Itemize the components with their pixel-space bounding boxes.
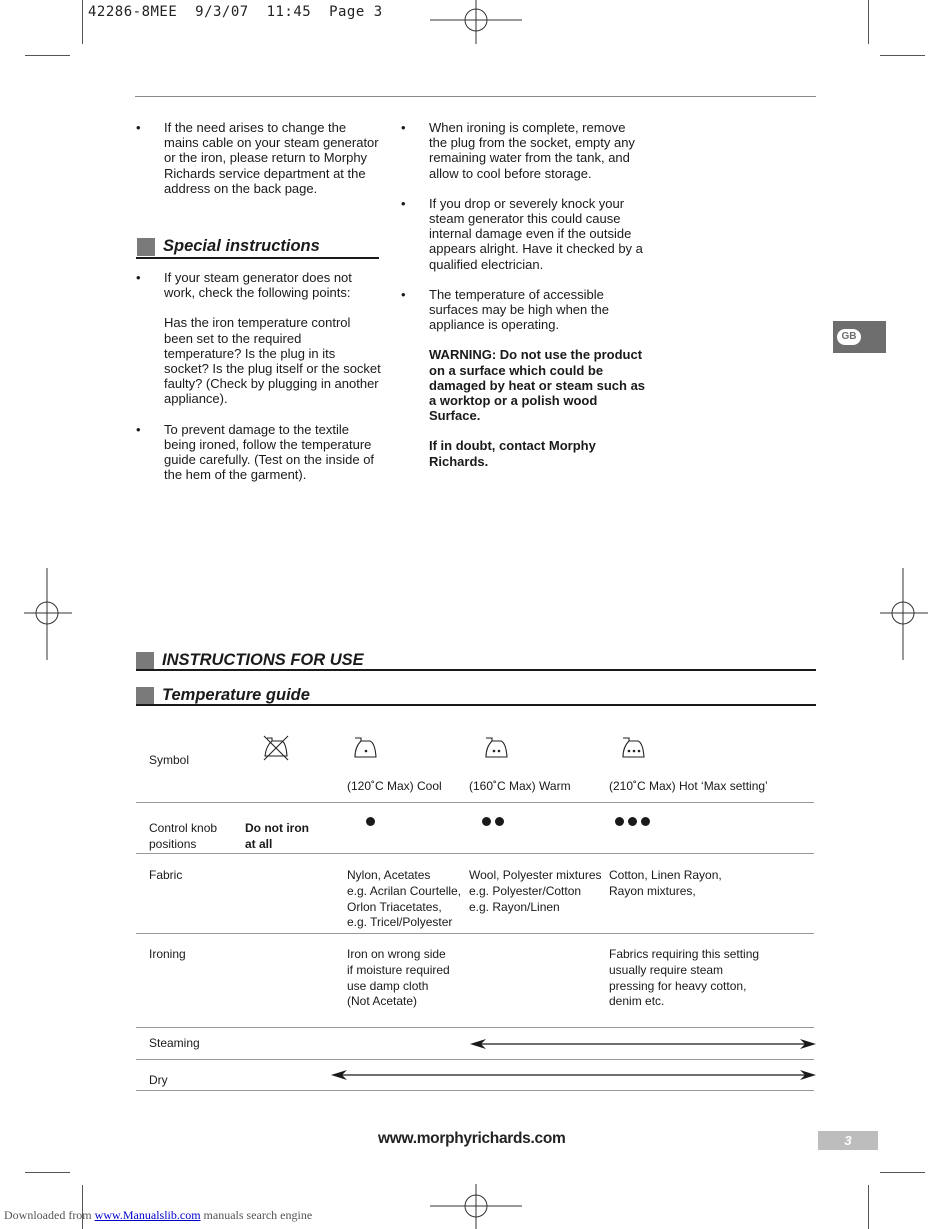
temperature-guide-rule — [136, 704, 816, 706]
cell-line: if moisture required — [347, 962, 450, 977]
iron-three-dots-icon — [621, 735, 647, 761]
do-not-iron-label — [245, 821, 309, 853]
cell-line: Rayon mixtures, — [609, 883, 696, 898]
downloaded-from-line — [4, 1208, 312, 1223]
row-divider — [136, 853, 814, 854]
knob-dot — [615, 817, 624, 826]
row-label-ironing: Ironing — [149, 947, 186, 961]
bullet-text: The temperature of accessible surfaces may be high when the appliance is operating. — [429, 286, 609, 333]
bullet-drop — [401, 196, 647, 272]
fabric-hot — [609, 868, 722, 900]
row-divider — [136, 1059, 814, 1060]
heading-square — [137, 238, 155, 256]
row-divider — [136, 802, 814, 803]
knob-dots-cool — [366, 817, 375, 826]
row-label-line: Control knob — [149, 821, 218, 835]
heading-text: INSTRUCTIONS FOR USE — [162, 651, 364, 669]
bullet-text: Has the iron temperature control been set to the required temperature? Is the plug in its socket? Is the plug itself or the socket faulty? (Check by plugging in another appliance). — [164, 315, 381, 407]
row-divider — [136, 1027, 814, 1028]
bullet-text: If your steam generator does not work, check the following points: — [164, 270, 352, 301]
warning-text: WARNING: Do not use the product on a surface which could be damaged by heat or steam such as a worktop or a polish wood Surface. — [429, 347, 646, 424]
heading-text: Temperature guide — [162, 686, 310, 704]
row-label-line: positions — [149, 836, 197, 851]
knob-dot — [482, 817, 491, 826]
cell-line: (Not Acetate) — [347, 994, 418, 1009]
cell-line: e.g. Tricel/Polyester — [347, 915, 453, 930]
bullet-cable — [136, 120, 382, 196]
instructions-for-use-heading — [136, 651, 364, 670]
instructions-rule — [136, 669, 816, 671]
bullet-mark: • — [136, 120, 141, 135]
doubt-text: If in doubt, contact Morphy Richards. — [429, 438, 596, 469]
cell-line: e.g. Polyester/Cotton — [469, 883, 582, 898]
temp-cool-label: (120˚C Max) Cool — [347, 779, 442, 793]
row-divider — [136, 1090, 814, 1091]
bullet-ironing-complete — [401, 120, 647, 181]
steaming-range-arrow — [470, 1037, 816, 1051]
cell-line: pressing for heavy cotton, — [609, 978, 747, 993]
knob-dot — [495, 817, 504, 826]
temperature-guide-heading — [136, 686, 310, 705]
temp-hot-label: (210˚C Max) Hot ‘Max setting’ — [609, 779, 768, 793]
knob-dots-hot — [615, 817, 650, 826]
no-iron-icon — [262, 734, 290, 762]
registration-mark-top — [430, 0, 522, 45]
row-label-fabric: Fabric — [149, 868, 183, 882]
knob-dots-warm — [482, 817, 504, 826]
language-tab-gb — [833, 321, 886, 353]
heading-square — [136, 652, 154, 670]
registration-mark-right — [880, 568, 928, 660]
bullet-text: To prevent damage to the textile being ironed, follow the temperature guide carefully. (Test on the inside of the hem of the garment). — [164, 421, 375, 483]
bullet-mark: • — [136, 421, 141, 437]
cell-line: Orlon Triacetates, — [347, 899, 442, 914]
row-divider — [136, 933, 814, 934]
cell-line: Cotton, Linen Rayon, — [609, 868, 722, 882]
cell-line: e.g. Rayon/Linen — [469, 899, 560, 914]
page-number: 3 — [818, 1131, 878, 1150]
heading-square — [136, 687, 154, 705]
cell-line: Iron on wrong side — [347, 947, 446, 961]
left-column-lower — [136, 270, 382, 482]
bullet-temperature-guide — [136, 422, 382, 483]
registration-mark-left — [24, 568, 72, 660]
registration-mark-bottom — [430, 1184, 522, 1229]
fabric-cool — [347, 868, 461, 931]
bullet-surface-temperature — [401, 287, 647, 469]
row-label-symbol: Symbol — [149, 753, 190, 767]
cell-line: Nylon, Acetates — [347, 868, 431, 882]
cell-line: denim etc. — [609, 994, 665, 1009]
right-column — [401, 120, 647, 469]
heading-text: Special instructions — [163, 237, 320, 255]
manualslib-link[interactable]: www.Manualslib.com — [94, 1208, 201, 1222]
cell-line: use damp cloth — [347, 978, 429, 993]
top-rule — [135, 96, 816, 97]
bullet-mark: • — [401, 286, 406, 302]
row-label-steaming: Steaming — [149, 1036, 200, 1050]
do-not-iron-line: Do not iron — [245, 821, 309, 835]
print-header: 42286-8MEE 9/3/07 11:45 Page 3 — [88, 4, 383, 20]
bullet-text: When ironing is complete, remove the plug from the socket, empty any remaining water from the tank, and allow to cool before storage. — [429, 120, 635, 181]
ironing-hot — [609, 947, 759, 1010]
bullet-mark: • — [401, 195, 406, 211]
row-label-control-knob — [149, 821, 217, 853]
cell-line: usually require steam — [609, 962, 724, 977]
bullet-mark: • — [401, 120, 406, 135]
bullet-not-working — [136, 270, 382, 407]
cell-line: e.g. Acrilan Courtelle, — [347, 883, 462, 898]
left-column — [136, 120, 382, 196]
special-instructions-rule — [136, 257, 379, 259]
row-label-dry: Dry — [149, 1073, 168, 1087]
downloaded-suffix: manuals search engine — [200, 1208, 313, 1222]
ironing-cool — [347, 947, 450, 1010]
fabric-warm — [469, 868, 602, 915]
cell-line: Wool, Polyester mixtures — [469, 868, 602, 882]
knob-dot — [628, 817, 637, 826]
knob-dot — [366, 817, 375, 826]
bullet-mark: • — [136, 270, 141, 285]
bullet-text: If you drop or severely knock your steam generator this could cause internal damage even if the outside appears alright. Have it checked by a qualified electrician. — [429, 195, 643, 272]
do-not-iron-line: at all — [245, 836, 273, 851]
knob-dot — [641, 817, 650, 826]
cell-line: Fabrics requiring this setting — [609, 947, 760, 961]
iron-two-dots-icon — [484, 735, 510, 761]
bullet-text: If the need arises to change the mains cable on your steam generator or the iron, please return to Morphy Richards service department at the address on the back page. — [164, 120, 379, 196]
special-instructions-heading — [137, 237, 320, 256]
temp-warm-label: (160˚C Max) Warm — [469, 779, 571, 793]
iron-one-dot-icon — [353, 735, 379, 761]
downloaded-prefix: Downloaded from — [4, 1208, 95, 1222]
dry-range-arrow — [331, 1068, 816, 1082]
language-tab-label: GB — [837, 329, 861, 345]
footer-url[interactable]: www.morphyrichards.com — [378, 1130, 566, 1147]
